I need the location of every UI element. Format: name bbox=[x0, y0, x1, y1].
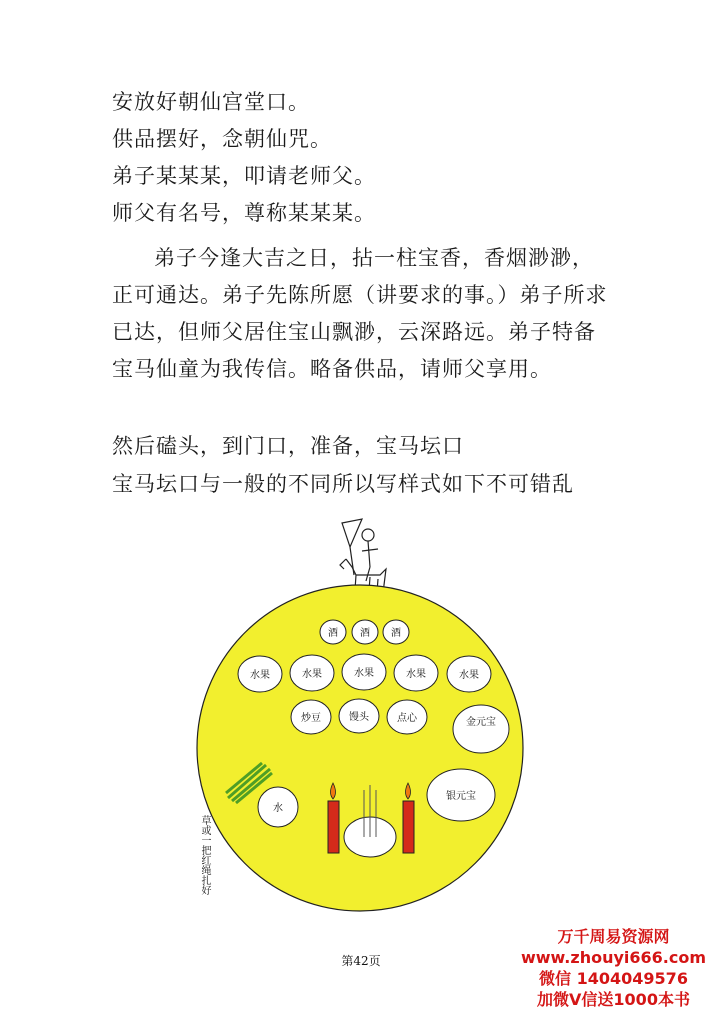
grass-note: 草或一把红绳扎好 bbox=[199, 815, 210, 895]
svg-text:酒: 酒 bbox=[328, 628, 338, 639]
fruit-plate bbox=[238, 656, 282, 692]
fruit-plate bbox=[342, 654, 386, 690]
svg-text:酒: 酒 bbox=[360, 628, 370, 639]
svg-text:水果: 水果 bbox=[354, 668, 374, 679]
text-line-4: 师父有名号，尊称某某某。 bbox=[112, 201, 376, 225]
fruit-plate bbox=[290, 655, 334, 691]
svg-text:酒: 酒 bbox=[391, 628, 401, 639]
svg-text:水果: 水果 bbox=[250, 670, 270, 681]
snack-plate bbox=[387, 700, 427, 734]
gold-ingot-plate bbox=[453, 705, 509, 753]
watermark-line: www.zhouyi666.com bbox=[520, 948, 707, 967]
watermark bbox=[511, 926, 716, 1010]
altar-diagram bbox=[170, 515, 560, 915]
svg-text:点心: 点心 bbox=[397, 713, 417, 724]
svg-text:炒豆: 炒豆 bbox=[301, 713, 321, 724]
wine-cup bbox=[383, 620, 409, 644]
fruit-plate bbox=[394, 655, 438, 691]
instruction-line-2: 宝马坛口与一般的不同所以写样式如下不可错乱 bbox=[112, 472, 574, 496]
text-line-3: 弟子某某某，叩请老师父。 bbox=[112, 164, 376, 188]
fruit-plate bbox=[447, 656, 491, 692]
instruction-line-1: 然后磕头，到门口，准备，宝马坛口 bbox=[112, 434, 464, 458]
svg-text:水果: 水果 bbox=[406, 669, 426, 680]
watermark-line: 万千周易资源网 bbox=[557, 927, 670, 946]
svg-text:银元宝: 银元宝 bbox=[446, 791, 476, 802]
wine-cup bbox=[320, 620, 346, 644]
svg-text:水: 水 bbox=[273, 803, 283, 814]
silver-ingot-plate bbox=[427, 769, 495, 821]
svg-text:金元宝: 金元宝 bbox=[466, 717, 496, 728]
text-line-2: 供品摆好，念朝仙咒。 bbox=[112, 127, 332, 151]
text-line-1: 安放好朝仙宫堂口。 bbox=[112, 90, 310, 114]
snack-plate bbox=[339, 699, 379, 733]
svg-text:水果: 水果 bbox=[302, 669, 322, 680]
page-number: 第42页 bbox=[341, 954, 381, 968]
watermark-line: 加微V信送1000本书 bbox=[537, 990, 690, 1009]
wine-cup bbox=[352, 620, 378, 644]
svg-text:水果: 水果 bbox=[459, 670, 479, 681]
svg-text:馒头: 馒头 bbox=[349, 712, 369, 723]
watermark-line: 微信 1404049576 bbox=[539, 969, 688, 988]
water-bowl bbox=[258, 787, 298, 827]
invocation-paragraph: 弟子今逢大吉之日，拈一柱宝香，香烟渺渺，正可通达。弟子先陈所愿（讲要求的事。）弟子所求已达，但师父居住宝山飘渺，云深路远。弟子特备宝马仙童为我传信。略备供品，请师父享用。 bbox=[112, 246, 608, 381]
snack-plate bbox=[291, 700, 331, 734]
